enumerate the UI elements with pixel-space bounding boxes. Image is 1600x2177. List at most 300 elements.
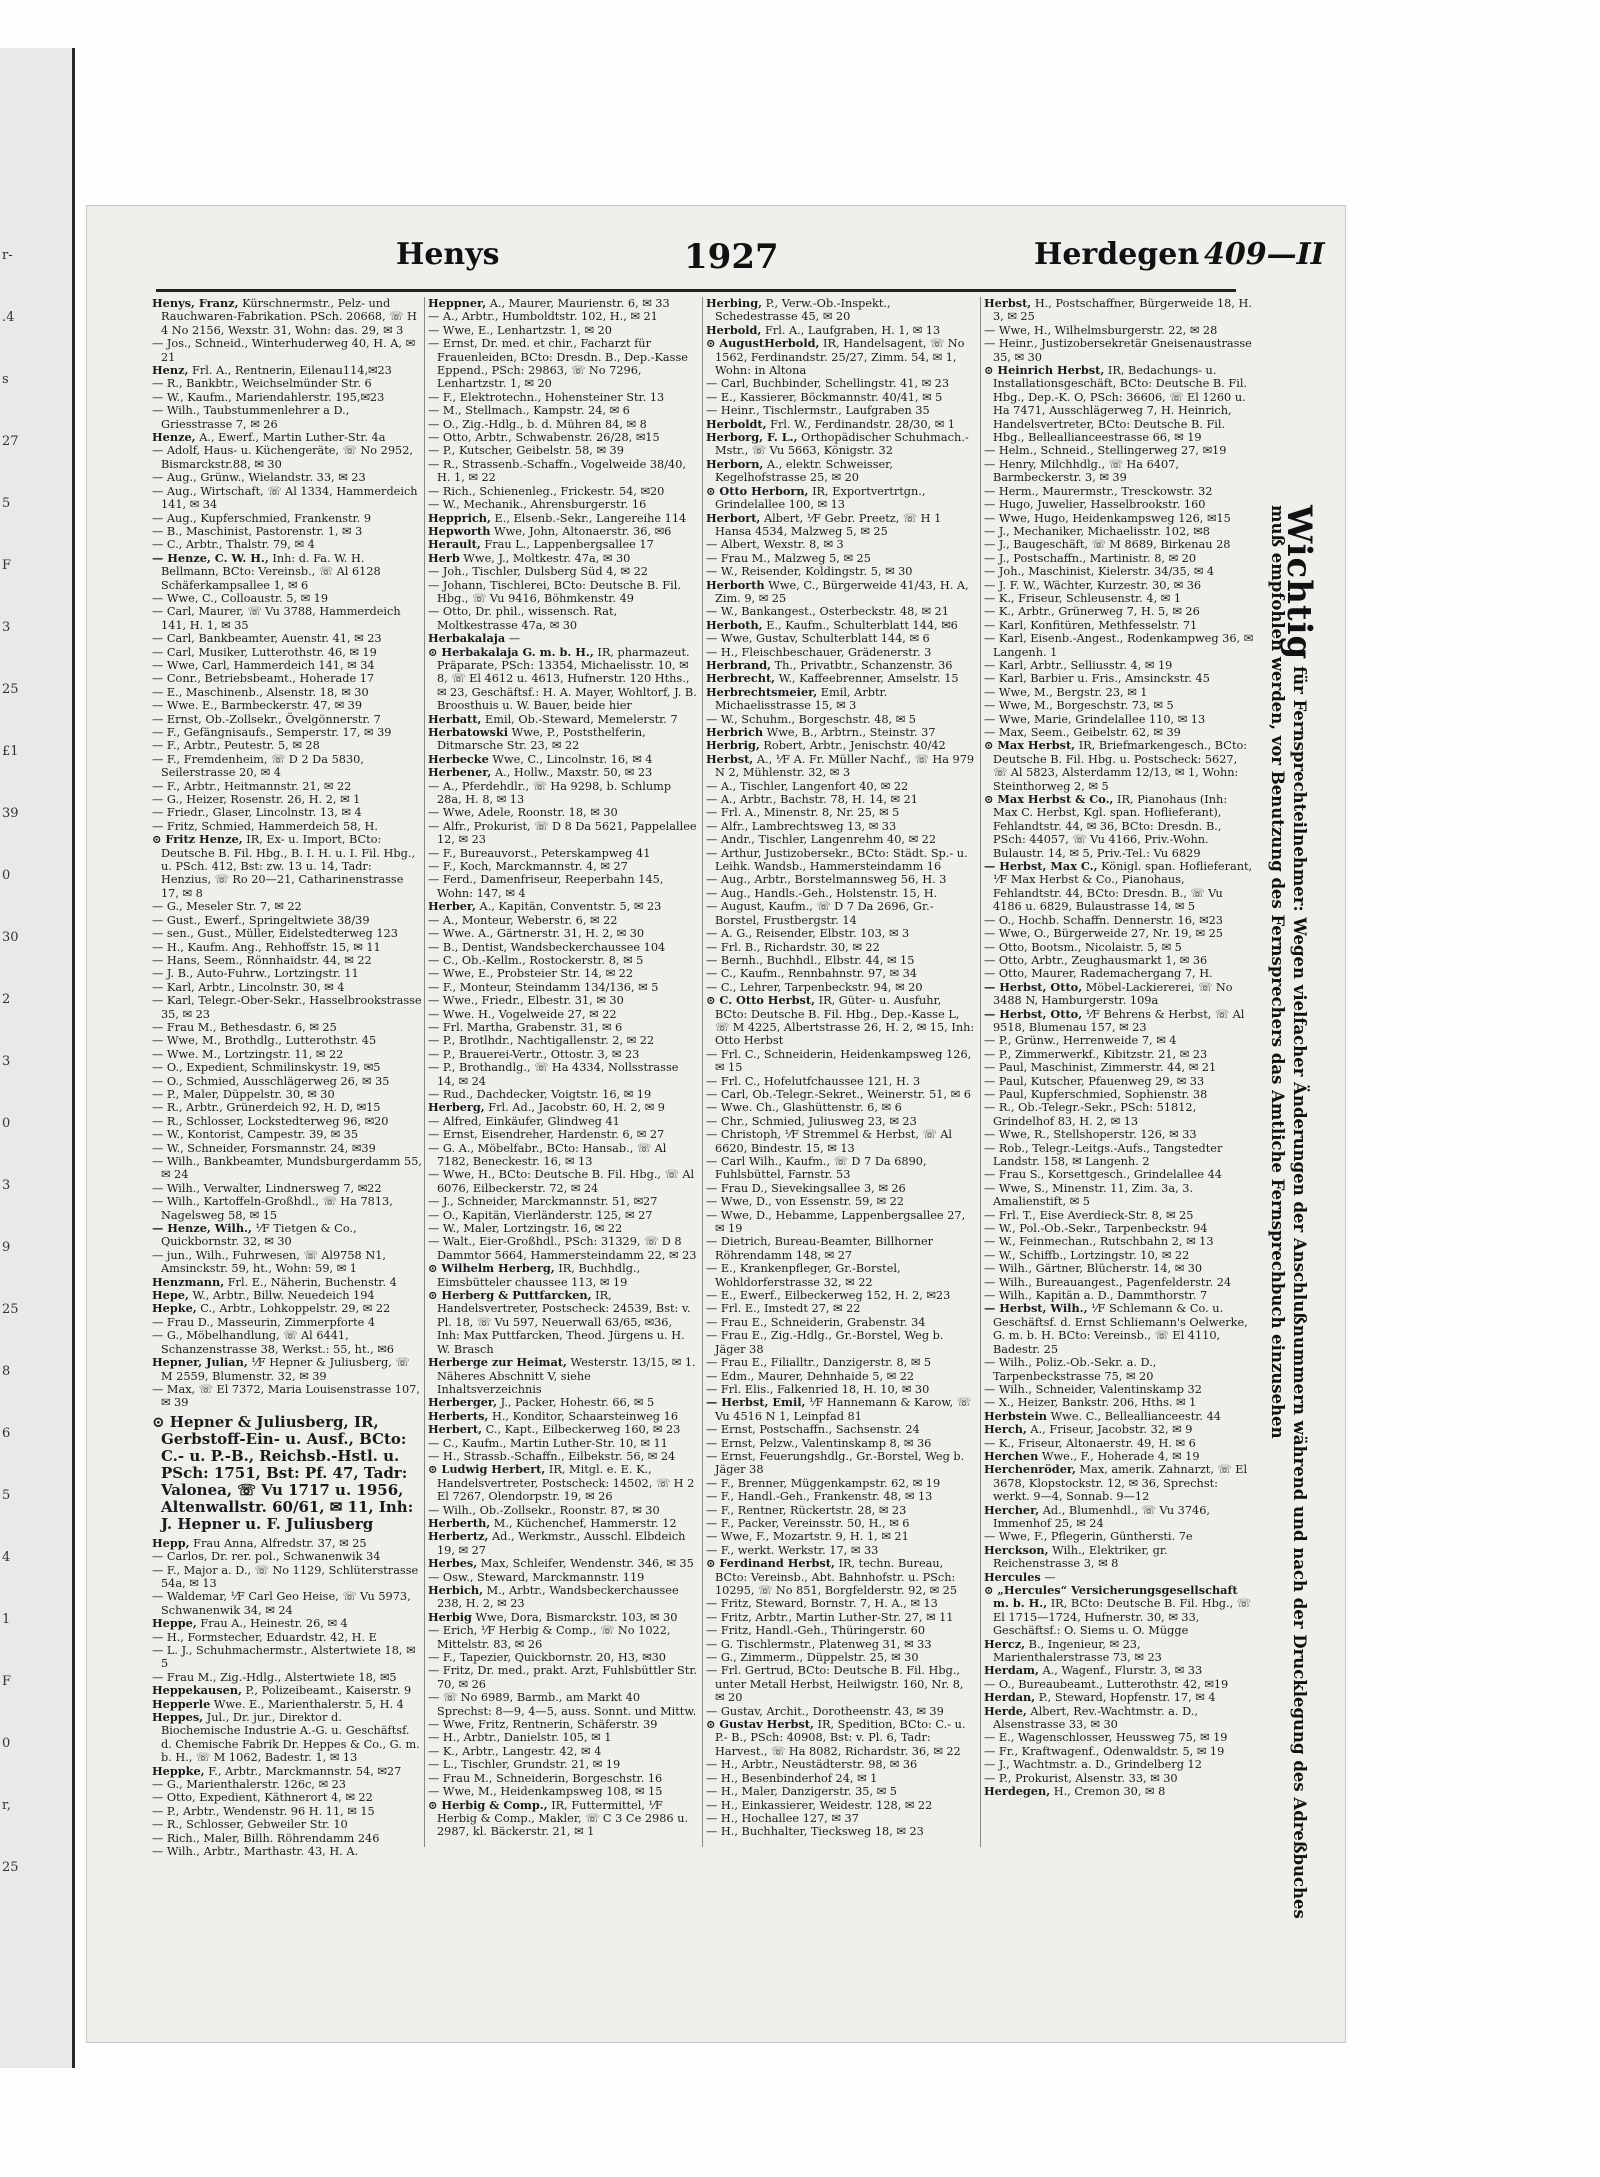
directory-entry — [706, 1490, 976, 1503]
directory-entry — [984, 1383, 1254, 1396]
entry-details: — — [1040, 1570, 1056, 1584]
directory-entry — [428, 391, 698, 404]
directory-entry — [984, 1034, 1254, 1047]
directory-entry — [706, 887, 976, 900]
directory-entry — [706, 873, 976, 886]
entry-details: — Frl. Gertrud, BCto: Deutsche B. Fil. Hbg., unter Metall Herbst, Heilwigstr. 160, Nr. 8, ✉ 20 — [706, 1664, 964, 1705]
entry-details: Kürschnermstr., Pelz- und Rauchwaren-Fabrikation. PSch. 20668, ☏ H 4 No 2156, Wexstr. 31, Wohn: das. 29, ✉ 3 — [161, 297, 417, 337]
entry-details: — Frl. Martha, Grabenstr. 31, ✉ 6 — [428, 1020, 623, 1034]
directory-entry — [152, 444, 422, 471]
directory-entry — [706, 1772, 976, 1785]
entry-name: Herberts, — [428, 1408, 489, 1423]
directory-entry — [428, 444, 698, 457]
entry-details: — Fritz, Steward, Bornstr. 7, H. A., ✉ 13 — [706, 1597, 938, 1611]
directory-entry — [984, 1463, 1254, 1503]
entry-details: — Ernst, Postschaffn., Sachsenstr. 24 — [706, 1423, 920, 1437]
directory-entry — [706, 1048, 976, 1075]
entry-details: — Aug., Handls.-Geh., Holstenstr. 15, H. — [706, 886, 938, 900]
directory-entry — [428, 1209, 698, 1222]
adjacent-page-fragment: F — [2, 1674, 12, 1689]
entry-details: — J., Wachtmstr. a. D., Grindelberg 12 — [984, 1758, 1202, 1772]
directory-entry — [706, 1638, 976, 1651]
entry-details: F., Arbtr., Marckmannstr. 54, ✉27 — [204, 1764, 402, 1778]
directory-entry — [984, 699, 1254, 712]
directory-entry — [428, 941, 698, 954]
directory-entry — [984, 941, 1254, 954]
directory-entry — [428, 1289, 698, 1356]
directory-entry — [152, 833, 422, 900]
directory-entry — [152, 1048, 422, 1061]
directory-page — [86, 205, 1346, 2043]
directory-entry — [428, 337, 698, 391]
entry-details: — F., Rentner, Rückertstr. 28, ✉ 23 — [706, 1503, 907, 1517]
entry-details: — W., Reisender, Koldingstr. 5, ✉ 30 — [706, 565, 913, 579]
directory-entry — [706, 1799, 976, 1812]
entry-details: — E., Krankenpfleger, Gr.-Borstel, Wohldorferstrasse 32, ✉ 22 — [706, 1262, 901, 1289]
directory-entry — [428, 498, 698, 511]
column-divider — [702, 297, 703, 1847]
directory-entry — [706, 1651, 976, 1664]
directory-entry — [428, 1034, 698, 1047]
notice-text-block — [1266, 505, 1319, 1945]
entry-details: — Otto, Arbtr., Zeughausmarkt 1, ✉ 36 — [984, 953, 1208, 967]
entry-details: — Karl, Barbier u. Fris., Amsinckstr. 45 — [984, 672, 1210, 686]
entry-details: — Ernst, Ob.-Zollsekr., Övelgönnerstr. 7 — [152, 712, 381, 726]
entry-name: Hercules — [984, 1569, 1041, 1584]
entry-details: — Otto, Bootsm., Nicolaistr. 5, ✉ 5 — [984, 940, 1182, 954]
directory-entry — [428, 1664, 698, 1691]
directory-entry — [428, 512, 698, 525]
entry-details: IR, Exportvertrtgn., Grindelallee 100, ✉ 13 — [715, 484, 926, 512]
directory-entry — [706, 324, 976, 337]
directory-entry — [984, 552, 1254, 565]
directory-entry — [428, 1396, 698, 1409]
entry-name: — Herbst, Otto, — [984, 979, 1083, 994]
directory-entry — [984, 1504, 1254, 1531]
entry-details: — H., Maler, Danzigerstr. 35, ✉ 5 — [706, 1785, 897, 1799]
entry-details: — Frau E., Schneiderin, Grabenstr. 34 — [706, 1315, 926, 1329]
directory-entry — [706, 753, 976, 780]
entry-details: IR, Buchhdlg., Eimsbütteler chaussee 113, ✉ 19 — [437, 1262, 641, 1289]
entry-details: — Friedr., Glaser, Lincolnstr. 13, ✉ 4 — [152, 806, 362, 820]
entry-details: — H., Besenbinderhof 24, ✉ 1 — [706, 1771, 878, 1785]
entry-details: C., Kapt., Eilbeckerweg 160, ✉ 23 — [482, 1423, 681, 1437]
directory-entry — [706, 994, 976, 1048]
entry-details: — B., Maschinist, Pastorenstr. 1, ✉ 3 — [152, 524, 363, 538]
entry-details: — Frau M., Zig.-Hdlg., Alstertwiete 18, ✉5 — [152, 1670, 397, 1684]
entry-details: IR, Spedition, BCto: C.- u. P.- B., PSch: 40908, Bst: v. Pl. 6, Tadr: Harvest., ☏ Ha 8082, Richardstr. 36, ✉ 22 — [715, 1718, 966, 1758]
entry-details: — M., Stellmach., Kampstr. 24, ✉ 6 — [428, 404, 630, 418]
entry-name: ⊙ Herbakalaja G. m. b. H., — [428, 644, 594, 659]
entry-details: — H., Einkassierer, Weidestr. 128, ✉ 22 — [706, 1798, 933, 1812]
entry-details: — Wwe, M., Borgeschstr. 73, ✉ 5 — [984, 699, 1174, 713]
entry-details: — E., Maschinenb., Alsenstr. 18, ✉ 30 — [152, 685, 369, 699]
entry-name: ⊙ Gustav Herbst, — [706, 1717, 814, 1732]
directory-entry — [706, 1302, 976, 1315]
directory-entry — [428, 525, 698, 538]
directory-entry — [984, 860, 1254, 914]
entry-details: — H., Hochallee 127, ✉ 37 — [706, 1811, 859, 1825]
directory-entry — [428, 538, 698, 551]
directory-entry — [152, 364, 422, 377]
directory-entry — [152, 713, 422, 726]
entry-details: IR, Mitgl. e. E. K., Handelsvertreter, Postscheck: 14502, ☏ H 2 El 7267, Olendorpstr. 19, ✉ 26 — [437, 1463, 695, 1504]
entry-details: — Wwe, R., Stellshoperstr. 126, ✉ 33 — [984, 1128, 1197, 1142]
entry-details: IR, Bedachungs- u. Installationsgeschäft, BCto: Deutsche B. Fil. Hbg., Dep.-K. O, PSch: 36606, ☏ El 1260 u. Ha 7471, Ausschlägerweg 7, H. Heinrich, Handelsvertreter, BCto: Deutsche B. Fil. Hbg., Belleallianceestrasse 66, ✉ 19 — [993, 364, 1248, 445]
entry-details: — Wwe, F., Pflegerin, Günthersti. 7e — [984, 1530, 1193, 1544]
directory-entry — [152, 471, 422, 484]
entry-details: — Henry, Milchhdlg., ☏ Ha 6407, Barmbeckerstr. 3, ✉ 39 — [984, 457, 1179, 485]
entry-details: — Fritz, Handl.-Geh., Thüringerstr. 60 — [706, 1624, 926, 1638]
entry-details: IR, Briefmarkengesch., BCto: Deutsche B. Fil. Hbg. u. Postscheck: 5627, ☏ Al 5823, Alsterdamm 12/13, ✉ 1, Wohn: Steinthorweg 2, ✉ 5 — [993, 739, 1248, 793]
entry-name: Henz, — [152, 363, 189, 378]
directory-entry — [706, 1115, 976, 1128]
directory-entry — [428, 1624, 698, 1651]
entry-details: — Rud., Dachdecker, Voigtstr. 16, ✉ 19 — [428, 1087, 652, 1101]
directory-entry — [706, 780, 976, 793]
entry-details: — Wwe, M., Brothdlg., Lutterothstr. 45 — [152, 1034, 377, 1048]
entry-details: — F., Brenner, Müggenkampstr. 62, ✉ 19 — [706, 1476, 941, 1490]
directory-entry — [984, 954, 1254, 967]
entry-details: — W., Schuhm., Borgeschstr. 48, ✉ 5 — [706, 712, 916, 726]
directory-entry — [152, 1631, 422, 1644]
directory-entry — [984, 686, 1254, 699]
directory-entry — [428, 1222, 698, 1235]
entry-details: — Frau S., Korsettgesch., Grindelallee 44 — [984, 1168, 1222, 1182]
directory-entry — [428, 1530, 698, 1557]
entry-details: — L. J., Schuhmachermstr., Alstertwiete 18, ✉ 5 — [152, 1643, 416, 1671]
entry-name: Herbakalaja — [428, 631, 506, 646]
directory-entry — [152, 1356, 422, 1383]
directory-entry — [428, 297, 698, 310]
entry-details: — August, Kaufm., ☏ D 7 Da 2696, Gr.-Borstel, Frustbergstr. 14 — [706, 900, 934, 927]
directory-entry — [152, 739, 422, 752]
entry-name: Herbrecht, — [706, 671, 776, 686]
directory-entry — [152, 1316, 422, 1329]
entry-name: Herberth, — [428, 1515, 491, 1530]
entry-details: Frl. Ad., Jacobstr. 60, H. 2, ✉ 9 — [484, 1101, 665, 1115]
entry-details: — Joh., Tischler, Dulsberg Süd 4, ✉ 22 — [428, 565, 648, 579]
directory-entry — [706, 1182, 976, 1195]
entry-details: — Wwe, M., Bergstr. 23, ✉ 1 — [984, 685, 1148, 699]
entry-details: B., Ingenieur, ✉ 23, Marienthalerstrasse 73, ✉ 23 — [993, 1637, 1162, 1665]
entry-details: — Frau M., Bethesdastr. 6, ✉ 25 — [152, 1020, 337, 1034]
directory-entry — [984, 538, 1254, 551]
directory-entry — [984, 1276, 1254, 1289]
directory-entry — [428, 820, 698, 847]
entry-details: Frau Anna, Alfredstr. 37, ✉ 25 — [189, 1536, 367, 1550]
directory-entry — [428, 1101, 698, 1114]
directory-entry — [984, 1423, 1254, 1436]
directory-entry — [706, 404, 976, 417]
adjacent-page-fragment: 27 — [2, 434, 19, 449]
directory-entry — [152, 994, 422, 1021]
directory-entry — [706, 1396, 976, 1423]
directory-column-4 — [984, 297, 1254, 1897]
entry-details: — Fritz, Arbtr., Martin Luther-Str. 27, ✉ 11 — [706, 1610, 954, 1624]
entry-details: Orthopädischer Schuhmach.-Mstr., ☏ Vu 5663, Königstr. 32 — [715, 431, 969, 458]
adjacent-page-fragment: 5 — [2, 1488, 11, 1503]
entry-details: — Osw., Steward, Marckmannstr. 119 — [428, 1570, 645, 1584]
entry-details: P., Steward, Hopfenstr. 17, ✉ 4 — [1035, 1691, 1216, 1705]
entry-details: — Conr., Betriebsbeamt., Hoherade 17 — [152, 672, 375, 686]
directory-entry — [706, 820, 976, 833]
entry-details: — W., Kaufm., Mariendahlerstr. 195,✉23 — [152, 390, 385, 404]
entry-details: — O., Kapitän, Vierländerstr. 125, ✉ 27 — [428, 1208, 653, 1222]
entry-name: Hepprich, — [428, 510, 491, 525]
directory-entry — [984, 1222, 1254, 1235]
directory-entry — [428, 552, 698, 565]
entry-details: A., ⅟F A. Fr. Müller Nachf., ☏ Ha 979 N 2, Mühlenstr. 32, ✉ 3 — [715, 752, 975, 780]
entry-details: — Wwe. M., Lortzingstr. 11, ✉ 22 — [152, 1047, 344, 1061]
directory-entry — [152, 1671, 422, 1684]
directory-entry — [706, 579, 976, 606]
entry-details: — P., Zimmerwerkf., Kibitzstr. 21, ✉ 23 — [984, 1047, 1208, 1061]
directory-entry — [152, 1155, 422, 1182]
entry-details: — Otto, Maurer, Rademachergang 7, H. — [984, 967, 1213, 981]
directory-entry — [428, 914, 698, 927]
entry-details: — Otto, Expedient, Käthnerort 4, ✉ 22 — [152, 1791, 373, 1805]
entry-details: — W., Maler, Lortzingstr. 16, ✉ 22 — [428, 1222, 623, 1236]
entry-details: — A., Tischler, Langenfort 40, ✉ 22 — [706, 779, 909, 793]
entry-details: — Walt., Eier-Großhdl., PSch: 31329, ☏ D 8 Dammtor 5664, Hammersteindamm 22, ✉ 23 — [428, 1235, 697, 1262]
entry-name: Herbich, — [428, 1583, 484, 1597]
directory-entry — [706, 1664, 976, 1704]
entry-details: — P., Brothandlg., ☏ Ha 4334, Nollsstrasse 14, ✉ 24 — [428, 1061, 679, 1088]
directory-entry — [984, 1584, 1254, 1638]
entry-details: — C., Kaufm., Martin Luther-Str. 10, ✉ 11 — [428, 1436, 668, 1450]
directory-entry — [152, 1075, 422, 1088]
entry-details: Max, amerik. Zahnarzt, ☏ El 3678, Klopstockstr. 12, ✉ 36, Sprechst: werkt. 9—4, Sonnab. 9—12 — [993, 1463, 1248, 1504]
entry-details: — Frl. A., Minenstr. 8, Nr. 25, ✉ 5 — [706, 806, 900, 820]
entry-name: ⊙ Ludwig Herbert, — [428, 1462, 546, 1477]
directory-entry — [152, 605, 422, 632]
directory-entry — [706, 431, 976, 458]
directory-entry — [984, 485, 1254, 498]
directory-entry — [152, 1791, 422, 1804]
entry-details: — Wwe, H., BCto: Deutsche B. Fil. Hbg., ☏ Al 6076, Eilbeckerstr. 72, ✉ 24 — [428, 1168, 695, 1195]
directory-entry — [984, 739, 1254, 793]
directory-entry — [984, 1182, 1254, 1209]
entry-details: — F., Tapezier, Quickbornstr. 20, H3, ✉30 — [428, 1651, 666, 1665]
entry-name: ⊙ AugustHerbold, — [706, 336, 820, 351]
entry-details: P., Polizeibeamt., Kaiserstr. 9 — [241, 1684, 412, 1698]
entry-details: — Wilh., Kapitän a. D., Dammthorstr. 7 — [984, 1289, 1208, 1303]
directory-entry — [152, 1128, 422, 1141]
directory-entry — [706, 1705, 976, 1718]
header-rule — [156, 289, 1236, 292]
directory-entry — [428, 1571, 698, 1584]
adjacent-page-fragment: 39 — [2, 806, 19, 821]
entry-name: Hepperle — [152, 1696, 211, 1711]
entry-name: Heppner, — [428, 297, 487, 310]
directory-entry — [706, 512, 976, 539]
directory-entry — [706, 1316, 976, 1329]
entry-details: — O., Expedient, Schmilinskystr. 19, ✉5 — [152, 1061, 381, 1075]
entry-details: Ad., Werkmstr., Ausschl. Elbdeich 19, ✉ 27 — [437, 1530, 686, 1557]
entry-details: Westerstr. 13/15, ✉ 1. Näheres Abschnitt V, siehe Inhaltsverzeichnis — [437, 1356, 696, 1396]
entry-details: — Frau E., Filialltr., Danzigerstr. 8, ✉ 5 — [706, 1356, 932, 1370]
directory-entry — [152, 404, 422, 431]
entry-details: — Fr., Kraftwagenf., Odenwaldstr. 5, ✉ 19 — [984, 1744, 1225, 1758]
entry-name: Herchen — [984, 1448, 1039, 1463]
directory-entry — [152, 726, 422, 739]
entry-details: — Wwe, C., Colloaustr. 5, ✉ 19 — [152, 591, 329, 605]
entry-details: — Hans, Seem., Rönnhaidstr. 44, ✉ 22 — [152, 953, 372, 967]
entry-details: — Frl. B., Richardstr. 30, ✉ 22 — [706, 940, 880, 954]
directory-entry — [984, 512, 1254, 525]
directory-entry — [706, 418, 976, 431]
entry-details: — E., Wagenschlosser, Heussweg 75, ✉ 19 — [984, 1731, 1228, 1745]
entry-details: — Wwe. A., Gärtnerstr. 31, H. 2, ✉ 30 — [428, 927, 645, 941]
entry-name: — Henze, Wilh., — [152, 1221, 252, 1236]
directory-entry — [706, 1825, 976, 1838]
entry-name: Henys, Franz, — [152, 297, 239, 310]
directory-entry — [428, 1437, 698, 1450]
entry-details: — Chr., Schmied, Juliusweg 23, ✉ 23 — [706, 1114, 917, 1128]
directory-entry — [984, 525, 1254, 538]
directory-entry — [984, 1061, 1254, 1074]
entry-details: — W., Kontorist, Campestr. 39, ✉ 35 — [152, 1128, 359, 1142]
entry-details: — A. G., Reisender, Elbstr. 103, ✉ 3 — [706, 927, 910, 941]
directory-entry — [706, 619, 976, 632]
entry-details: — Ernst, Feuerungshdlg., Gr.-Borstel, Weg b. Jäger 38 — [706, 1449, 965, 1477]
entry-details: W., Arbtr., Billw. Neuedeich 194 — [188, 1289, 375, 1303]
directory-entry — [152, 1550, 422, 1563]
directory-entry — [706, 485, 976, 512]
entry-details: — Wwe, Gustav, Schulterblatt 144, ✉ 6 — [706, 632, 930, 646]
entry-details: — Paul, Kutscher, Pfauenweg 29, ✉ 33 — [984, 1074, 1205, 1088]
entry-details: — Karl, Arbtr., Lincolnstr. 30, ✉ 4 — [152, 980, 345, 994]
entry-details: Inh: d. Fa. W. H. Bellmann, BCto: Vereinsb., ☏ Al 6128 Schäferkampsallee 1, ✉ 6 — [161, 551, 381, 592]
entry-details: A., Friseur, Jacobstr. 32, ✉ 9 — [1026, 1423, 1193, 1437]
directory-entry — [706, 1477, 976, 1490]
entry-details: — K., Friseur, Schleusenstr. 4, ✉ 1 — [984, 591, 1182, 605]
adjacent-page-fragment: 25 — [2, 1860, 19, 1875]
entry-details: — Wwe, D., von Essenstr. 59, ✉ 22 — [706, 1195, 904, 1209]
entry-details: — Wwe, Fritz, Rentnerin, Schäferstr. 39 — [428, 1718, 658, 1732]
entry-details: — Max, Seem., Geibelstr. 62, ✉ 39 — [984, 726, 1181, 739]
entry-name: Hepp, — [152, 1535, 190, 1550]
directory-entry — [428, 1517, 698, 1530]
directory-entry — [706, 1450, 976, 1477]
entry-name: Herbatt, — [428, 711, 482, 726]
entry-details: — Otto, Dr. phil., wissensch. Rat, Moltkestrasse 47a, ✉ 30 — [428, 605, 618, 632]
entry-details: — P., Brauerei-Vertr., Ottostr. 3, ✉ 23 — [428, 1047, 640, 1061]
directory-entry — [428, 1128, 698, 1141]
entry-name: Herborn, — [706, 456, 764, 471]
entry-name: Herbst, — [984, 297, 1032, 310]
directory-entry — [428, 967, 698, 980]
entry-name: Herbort, — [706, 510, 761, 525]
entry-details: — H., Kaufm. Ang., Rehhoffstr. 15, ✉ 11 — [152, 940, 381, 954]
directory-entry — [428, 1262, 698, 1289]
directory-entry — [152, 337, 422, 364]
entry-details: — G., Meseler Str. 7, ✉ 22 — [152, 900, 302, 914]
directory-entry — [152, 659, 422, 672]
entry-details: — C., Kaufm., Rennbahnstr. 97, ✉ 34 — [706, 967, 917, 981]
directory-entry — [706, 672, 976, 685]
entry-details: — B., Dentist, Wandsbeckerchaussee 104 — [428, 940, 666, 954]
directory-entry — [706, 1209, 976, 1236]
entry-details: Jul., Dr. jur., Direktor d. Biochemische Industrie A.-G. u. Geschäftsf. d. Chemische Fabrik Dr. Heppes & Co., G. m. b. H., ☏ M 1062, Badestr. 1, ✉ 13 — [161, 1711, 420, 1765]
entry-name: Herbstein — [984, 1408, 1047, 1423]
directory-entry — [984, 1101, 1254, 1128]
directory-entry — [428, 1356, 698, 1396]
directory-entry — [984, 1396, 1254, 1409]
entry-details: — Wilh., Poliz.-Ob.-Sekr. a. D., Tarpenbeckstrasse 75, ✉ 20 — [984, 1356, 1157, 1383]
entry-details: Frl. A., Rentnerin, Eilenau114,✉23 — [188, 364, 392, 378]
entry-details: — O., Bureaubeamt., Lutterothstr. 42, ✉19 — [984, 1677, 1229, 1691]
entry-details: Königl. span. Hoflieferant, ⅟F Max Herbst & Co., Pianohaus, Fehlandtstr. 44, BCto: Dresdn. B., ☏ Vu 4186 u. 6829, Bulaustrasse 14, ✉ 5 — [993, 860, 1253, 914]
entry-details: — A., Monteur, Weberstr. 6, ✉ 22 — [428, 913, 618, 927]
entry-details: — J. B., Auto-Fuhrw., Lortzingstr. 11 — [152, 967, 359, 981]
directory-entry — [706, 833, 976, 846]
entry-details: Wwe, P., Poststhelferin, Ditmarsche Str. 23, ✉ 22 — [437, 726, 646, 753]
entry-details: — Heinr., Justizobersekretär Gneisenaustrasse 35, ✉ 30 — [984, 337, 1252, 364]
entry-details: Möbel-Lackiererei, ☏ No 3488 N, Hamburgerstr. 109a — [993, 980, 1233, 1008]
directory-entry — [428, 565, 698, 578]
entry-details: — H., Buchhalter, Tiecksweg 18, ✉ 23 — [706, 1825, 924, 1839]
directory-entry — [428, 1611, 698, 1624]
entry-name: Heppekausen, — [152, 1683, 242, 1698]
entry-name: — Herbst, Otto, — [984, 1006, 1083, 1021]
directory-entry — [428, 1718, 698, 1731]
entry-details: IR, Handelsvertreter, Postscheck: 24539, Bst: v. Pl. 18, ☏ Vu 597, Neuerwall 63/65, ✉36, Inh: Max Puttfarcken, Theod. Jürgens u. H. W. Brasch — [437, 1289, 691, 1356]
entry-details: — F., Gefängnisaufs., Semperstr. 17, ✉ 39 — [152, 726, 392, 739]
directory-entry — [706, 793, 976, 806]
entry-details: — W., Feinmechan., Rutschbahn 2, ✉ 13 — [984, 1235, 1214, 1249]
entry-details: Wwe, John, Altonaerstr. 36, ✉6 — [490, 524, 672, 538]
directory-column-3 — [706, 297, 976, 1897]
directory-entry — [706, 1718, 976, 1758]
entry-details: A., elektr. Schweisser, Kegelhofstrasse 25, ✉ 20 — [715, 457, 893, 485]
entry-details: — H., Fleischbeschauer, Grädenerstr. 3 — [706, 645, 932, 659]
directory-entry — [152, 1617, 422, 1630]
entry-name: Herbert, — [428, 1422, 483, 1437]
directory-entry — [984, 1571, 1254, 1584]
entry-details: — Ernst, Pelzw., Valentinskamp 8, ✉ 36 — [706, 1436, 932, 1450]
entry-details: IR, Handelsagent, ☏ No 1562, Ferdinandstr. 25/27, Zimm. 54, ✉ 1, Wohn: in Altona — [715, 337, 965, 378]
entry-name: — Herbst, Wilh., — [984, 1301, 1088, 1316]
directory-entry — [428, 1772, 698, 1785]
directory-entry — [428, 753, 698, 766]
entry-name: Hepworth — [428, 523, 491, 538]
directory-entry — [428, 847, 698, 860]
entry-name: Hercher, — [984, 1502, 1040, 1517]
entry-name: Herdan, — [984, 1690, 1036, 1705]
entry-name: Heppe, — [152, 1616, 197, 1631]
directory-entry — [152, 820, 422, 833]
directory-entry — [706, 1155, 976, 1182]
entry-details: — Wwe, E., Lenhartzstr. 1, ✉ 20 — [428, 323, 612, 337]
entry-details: — Wilh., Schneider, Valentinskamp 32 — [984, 1382, 1202, 1396]
directory-entry — [428, 1584, 698, 1611]
entry-name: ⊙ Herbig & Comp., — [428, 1797, 548, 1812]
directory-entry — [152, 632, 422, 645]
entry-details: Emil, Arbtr. Michaelisstrasse 15, ✉ 3 — [715, 685, 888, 713]
directory-entry — [984, 1302, 1254, 1356]
directory-entry — [428, 873, 698, 900]
directory-entry — [428, 605, 698, 632]
entry-details: — Edm., Maurer, Dehnhaide 5, ✉ 22 — [706, 1369, 915, 1383]
directory-entry — [152, 753, 422, 780]
entry-details: — Wwe, F., Mozartstr. 9, H. 1, ✉ 21 — [706, 1530, 909, 1544]
entry-details: Wwe, C., Bürgerweide 41/43, H. A, Zim. 9, ✉ 25 — [715, 578, 969, 605]
directory-entry — [152, 927, 422, 940]
directory-entry — [984, 1142, 1254, 1169]
entry-name: — Herbst, Max C., — [984, 859, 1098, 874]
